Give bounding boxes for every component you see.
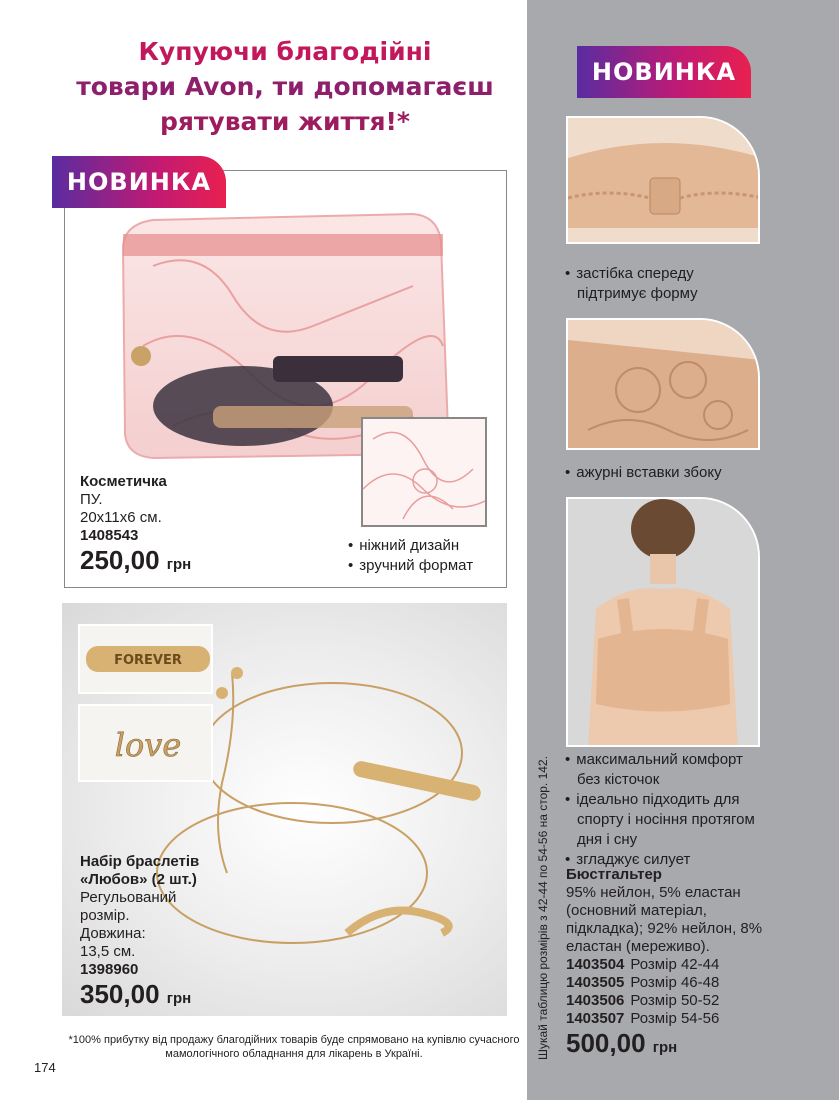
bra-size-label: Розмір 46-48 [630, 974, 720, 991]
bra-feature: • максимальний комфорт без кісточок [565, 750, 765, 790]
pouch-material: ПУ. [80, 491, 103, 508]
new-badge-bra: НОВИНКА [577, 46, 751, 98]
bracelets-desc: розмір. [80, 907, 130, 924]
pouch-code: 1408543 [80, 527, 139, 544]
bra-size-code: 1403507 [566, 1010, 625, 1027]
bra-price-currency: грн [652, 1039, 678, 1056]
bra-size-row [566, 974, 776, 992]
love-charm-thumbnail [78, 704, 213, 782]
pouch-features [348, 536, 473, 576]
bracelets-price-currency: грн [166, 990, 192, 1007]
pouch-name: Косметичка [80, 473, 167, 490]
bracelets-name-line1: Набір браслетів [80, 853, 200, 870]
bra-size-label: Розмір 54-56 [630, 1010, 720, 1027]
pouch-size: 20x11x6 см. [80, 509, 162, 526]
bracelets-price-value: 350,00 [80, 979, 160, 1009]
size-table-note[interactable]: Шукай таблицю розмірів з 42-44 по 54-56 на стор. 142. [536, 756, 550, 1060]
pouch-price-value: 250,00 [80, 545, 160, 575]
bra-size-row [566, 1010, 776, 1028]
bra-price [566, 1028, 776, 1063]
bra-size-label: Розмір 50-52 [630, 992, 720, 1009]
bracelets-desc: Довжина: [80, 925, 146, 942]
bra-feature: • згладжує силует [565, 850, 765, 870]
bra-feature-group-3 [565, 750, 765, 870]
bra-size-code: 1403504 [566, 956, 625, 973]
bra-info [566, 866, 776, 1063]
bra-size-label: Розмір 42-44 [630, 956, 720, 973]
bra-model-back-photo [566, 497, 760, 747]
forever-engraving: FOREVER [114, 653, 182, 668]
bra-feature: • ідеально підходить для спорту і носіння протягом дня і сну [565, 790, 765, 850]
bra-front-clasp-photo [566, 116, 760, 244]
bra-lace-side-photo [566, 318, 760, 450]
charity-footnote: *100% прибутку від продажу благодійних товарів буде спрямовано на купівлю сучасного мамологічного обладнання для лікарень в Україні. [68, 1034, 520, 1060]
headline-line-3: рятувати життя!* [159, 107, 411, 136]
bra-feature-group-2 [565, 463, 775, 483]
new-badge-pouch: НОВИНКА [52, 156, 226, 208]
headline-line-1: Купуючи благодійні [138, 37, 432, 66]
pouch-feature: • зручний формат [348, 556, 473, 576]
bracelets-info [80, 853, 240, 1014]
bra-composition: 95% нейлон, 5% еластан (основний матеріал, підкладка); 92% нейлон, 8% еластан (мереживо). [566, 884, 763, 955]
forever-engraving-thumbnail [78, 624, 213, 694]
bra-feature-group-1 [565, 264, 755, 304]
bra-price-value: 500,00 [566, 1028, 646, 1058]
lace-detail-thumbnail [361, 417, 487, 527]
bra-feature: • ажурні вставки збоку [565, 463, 775, 483]
love-charm-script: love [114, 726, 182, 764]
page-number: 174 [34, 1060, 56, 1075]
bracelets-desc: 13,5 см. [80, 943, 136, 960]
bracelets-desc: Регульований [80, 889, 177, 906]
bracelets-name-line2: «Любов» (2 шт.) [80, 871, 197, 888]
bracelets-code: 1398960 [80, 961, 139, 978]
bra-name: Бюстгальтер [566, 866, 662, 883]
bra-size-row [566, 992, 776, 1010]
bracelets-price [80, 979, 240, 1014]
pouch-price-currency: грн [166, 556, 192, 573]
bra-feature: • застібка спереду підтримує форму [565, 264, 755, 304]
bra-size-code: 1403505 [566, 974, 625, 991]
pouch-info [80, 473, 191, 580]
bra-size-code: 1403506 [566, 992, 625, 1009]
charity-headline [40, 34, 530, 139]
pouch-price [80, 545, 191, 580]
headline-line-2: товари Avon, ти допомагаєш [76, 72, 494, 101]
bra-size-row [566, 956, 776, 974]
pouch-feature: • ніжний дизайн [348, 536, 473, 556]
